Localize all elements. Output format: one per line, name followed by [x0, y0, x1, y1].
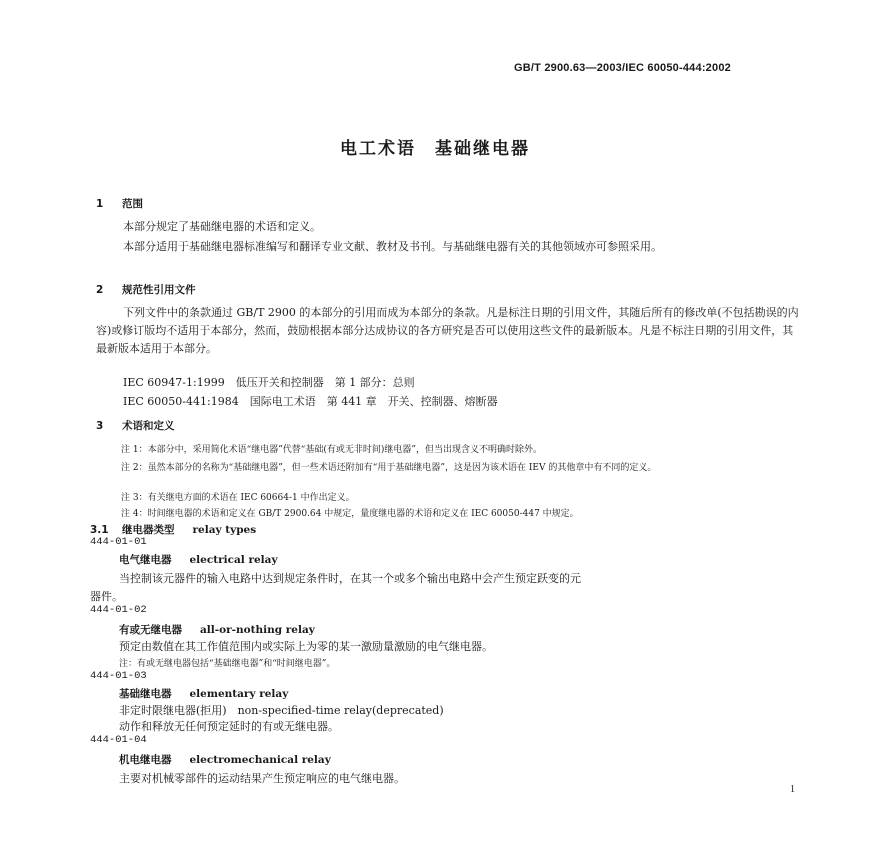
section-number: 2 [96, 284, 104, 296]
section-heading-1 [96, 196, 143, 211]
note: 注 3：有关继电方面的术语在 IEC 60664-1 中作出定义。 [121, 493, 355, 503]
term-name-cn: 机电继电器 [119, 754, 172, 766]
term-definition: 预定由数值在其工作值范围内或实际上为零的某一激励量激励的电气继电器。 [119, 640, 493, 653]
section-heading-3 [96, 418, 175, 433]
term-definition: 主要对机械零部件的运动结果产生预定响应的电气继电器。 [119, 772, 405, 785]
subsection-title-en: relay types [192, 524, 257, 536]
paragraph: 下列文件中的条款通过 GB/T 2900 的本部分的引用而成为本部分的条款。凡是标注日期的引用文件，其随后所有的修改单(不包括勘误的内容)或修订版均不适用于本部分，然而，鼓励根据本部分达成协议的各方研究是否可以使用这些文件的最新版本。凡是不标注日期的引用文件，其最新版本适用于本部分。 [96, 306, 799, 355]
term-code: 444-01-01 [90, 536, 147, 548]
section-number: 3 [96, 420, 104, 432]
term-definition: 器件。 [90, 590, 123, 603]
term-name [119, 752, 331, 767]
section-title: 规范性引用文件 [122, 284, 196, 296]
subsection-title-cn: 继电器类型 [122, 524, 175, 536]
term-name-en: elementary relay [189, 688, 289, 700]
subsection-number: 3.1 [90, 524, 109, 536]
term-code: 444-01-04 [90, 734, 147, 746]
standard-code: GB/T 2900.63—2003/IEC 60050-444:2002 [514, 62, 731, 74]
document-title: 电工术语 基础继电器 [340, 139, 530, 159]
deprecated-term: 非定时限继电器(拒用) non-specified-time relay(deprecated) [119, 704, 444, 717]
term-definition: 动作和释放无任何预定延时的有或无继电器。 [119, 720, 339, 733]
paragraph: 本部分适用于基础继电器标准编写和翻译专业文献、教材及书刊。与基础继电器有关的其他领域亦可参照采用。 [123, 240, 662, 253]
section-title: 术语和定义 [122, 420, 175, 432]
term-name-en: all-or-nothing relay [200, 624, 315, 636]
section-heading-2 [96, 282, 196, 297]
term-name [119, 622, 315, 637]
term-name-cn: 基础继电器 [119, 688, 172, 700]
note: 注：有或无继电器包括“基础继电器”和“时间继电器”。 [119, 659, 336, 669]
note: 注 4：时间继电器的术语和定义在 GB/T 2900.64 中规定，量度继电器的术语和定义在 IEC 60050-447 中规定。 [121, 509, 579, 519]
term-name-cn: 有或无继电器 [119, 624, 182, 636]
note: 注 1：本部分中，采用简化术语“继电器”代替“基础(有或无非时间)继电器”，但当出现含义不明确时除外。 [121, 445, 543, 455]
reference-item: IEC 60050-441:1984 国际电工术语 第 441 章 开关、控制器、熔断器 [123, 395, 498, 408]
note: 注 2：虽然本部分的名称为“基础继电器”，但一些术语还附加有“用于基础继电器”，这是因为该术语在 IEV 的其他章中有不同的定义。 [121, 463, 657, 473]
term-definition: 当控制该元器件的输入电路中达到规定条件时，在其一个或多个输出电路中会产生预定跃变的元 [119, 572, 581, 585]
paragraph: 本部分规定了基础继电器的术语和定义。 [123, 220, 321, 233]
section-title: 范围 [122, 198, 143, 210]
subsection-heading [90, 522, 256, 537]
term-name [119, 686, 288, 701]
term-code: 444-01-02 [90, 604, 147, 616]
section-number: 1 [96, 198, 104, 210]
term-name-en: electrical relay [189, 554, 278, 566]
term-name [119, 552, 278, 567]
term-name-en: electromechanical relay [189, 754, 331, 766]
term-code: 444-01-03 [90, 670, 147, 682]
page-number: 1 [790, 784, 795, 795]
reference-item: IEC 60947-1:1999 低压开关和控制器 第 1 部分：总则 [123, 376, 415, 389]
term-name-cn: 电气继电器 [119, 554, 172, 566]
